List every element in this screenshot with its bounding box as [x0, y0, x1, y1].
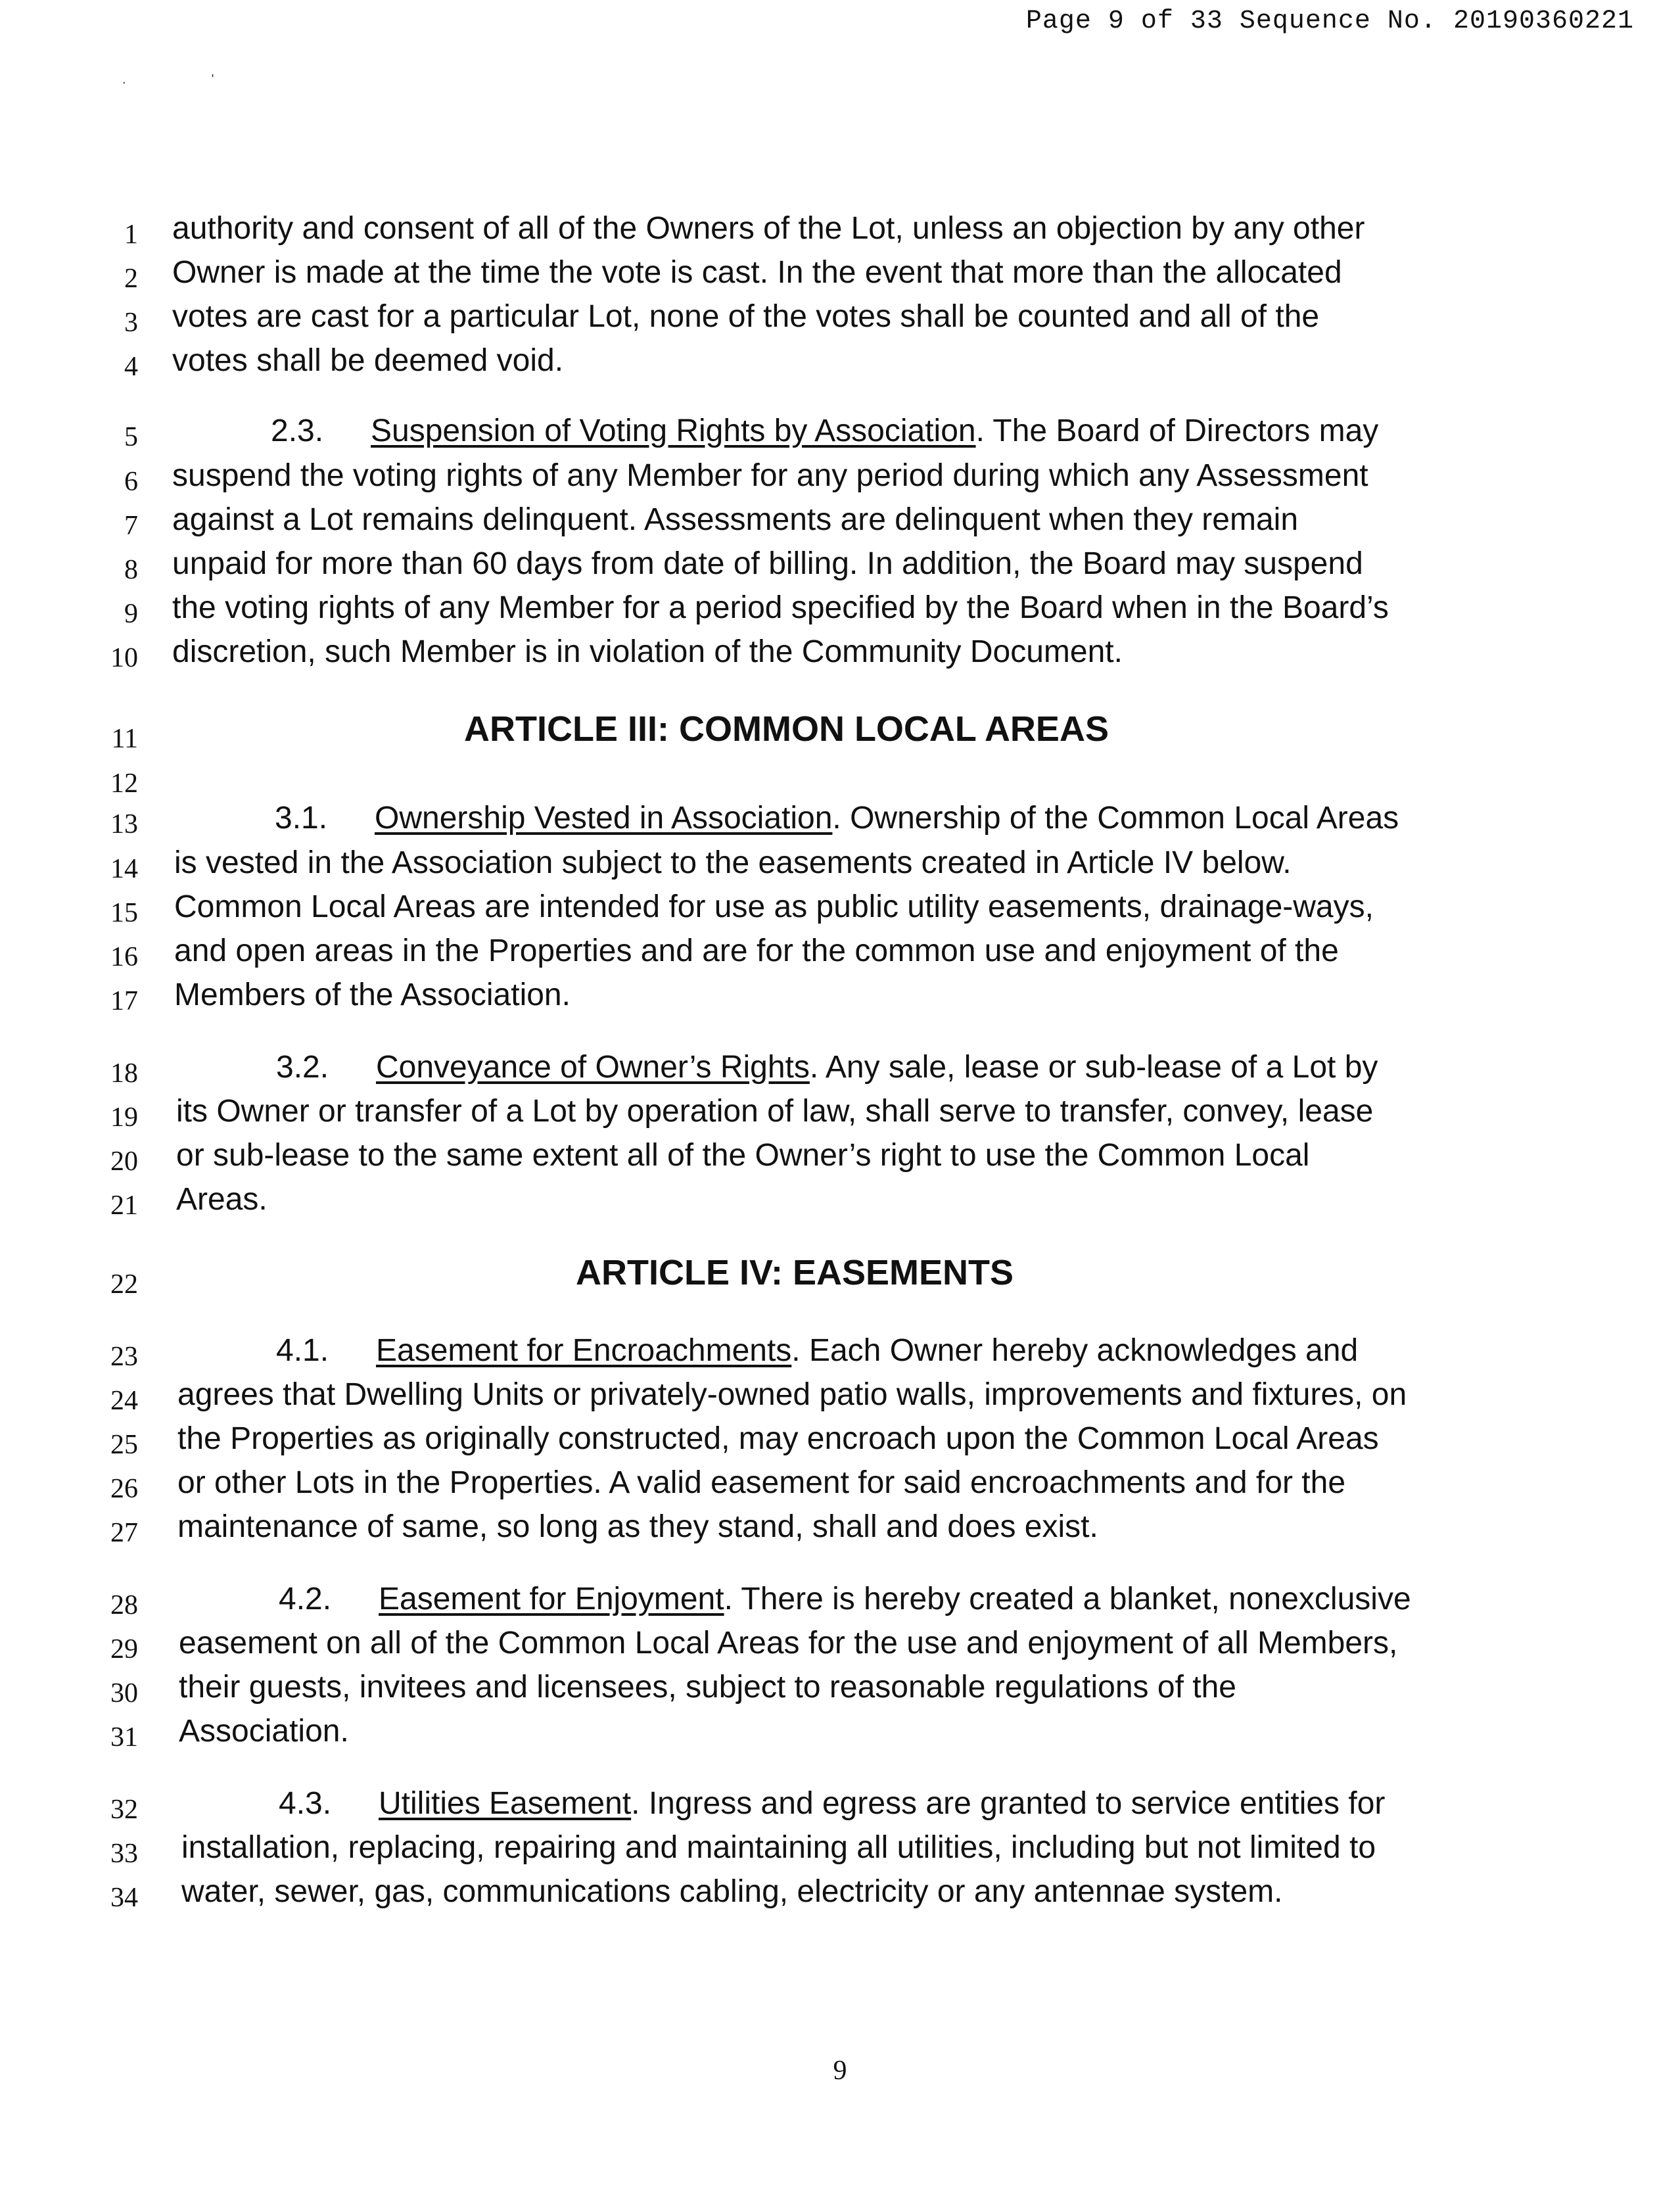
section-text: . The Board of Directors may	[975, 413, 1379, 448]
text-line: agrees that Dwelling Units or privately-owned patio walls, improvements and fixtures, on	[177, 1377, 1407, 1412]
text-line: suspend the voting rights of any Member for any period during which any Assessment	[172, 458, 1368, 493]
text-line: the Properties as originally constructed, may encroach upon the Common Local Areas	[177, 1421, 1379, 1456]
line-number: 21	[110, 1190, 138, 1221]
text-line: maintenance of same, so long as they stand, shall and does exist.	[177, 1509, 1098, 1544]
line-number: 32	[110, 1795, 138, 1825]
line-number: 29	[110, 1634, 138, 1664]
line-number: 7	[124, 511, 138, 541]
line-number: 2	[124, 264, 138, 294]
section-first-line	[276, 1331, 1358, 1371]
section-number: 4.3.	[279, 1786, 332, 1821]
section-first-line	[276, 1048, 1378, 1087]
line-number: 13	[110, 809, 138, 839]
text-line: easement on all of the Common Local Areas for the use and enjoyment of all Members,	[179, 1626, 1398, 1661]
line-number: 17	[110, 986, 138, 1016]
line-number: 25	[110, 1430, 138, 1460]
line-number: 22	[110, 1269, 138, 1300]
text-line: Association.	[179, 1714, 349, 1749]
section-first-line	[279, 1580, 1411, 1619]
line-number: 11	[111, 724, 138, 754]
section-number: 3.1.	[275, 801, 328, 836]
line-number: 24	[110, 1386, 138, 1416]
line-number: 1	[124, 220, 138, 250]
section-first-line	[271, 412, 1378, 451]
text-line: votes are cast for a particular Lot, none of the votes shall be counted and all of the	[172, 299, 1320, 334]
text-line: votes shall be deemed void.	[172, 343, 564, 378]
section-text: . Ownership of the Common Local Areas	[832, 801, 1399, 836]
text-line: Members of the Association.	[174, 978, 571, 1012]
section-title: Conveyance of Owner’s Rights	[376, 1050, 810, 1085]
section-title: Utilities Easement	[379, 1786, 632, 1821]
line-number: 18	[110, 1058, 138, 1089]
line-number: 20	[110, 1146, 138, 1177]
text-line: Areas.	[176, 1182, 268, 1217]
text-line: or other Lots in the Properties. A valid easement for said encroachments and for the	[177, 1465, 1346, 1500]
section-text: . There is hereby created a blanket, nonexclusive	[724, 1582, 1411, 1616]
text-line: Owner is made at the time the vote is cast. In the event that more than the allocated	[172, 255, 1342, 290]
line-number: 3	[124, 308, 138, 338]
line-number: 30	[110, 1678, 138, 1708]
scan-specks	[122, 72, 299, 87]
line-number: 27	[110, 1518, 138, 1548]
text-line: the voting rights of any Member for a period specified by the Board when in the Board’s	[172, 590, 1389, 625]
line-number: 15	[110, 898, 138, 928]
text-line: or sub-lease to the same extent all of the Owner’s right to use the Common Local	[176, 1138, 1310, 1173]
line-number: 31	[110, 1722, 138, 1753]
text-line: authority and consent of all of the Owners of the Lot, unless an objection by any other	[172, 211, 1365, 246]
line-number: 4	[124, 352, 138, 382]
article-4-heading: ARTICLE IV: EASEMENTS	[576, 1253, 1014, 1292]
section-number: 4.2.	[279, 1582, 332, 1616]
scan-speck: '	[211, 72, 214, 87]
line-number: 9	[124, 599, 138, 629]
section-title: Ownership Vested in Association	[375, 801, 833, 836]
line-number: 8	[124, 555, 138, 585]
text-line: against a Lot remains delinquent. Assessments are delinquent when they remain	[172, 502, 1299, 537]
line-number: 14	[110, 854, 138, 884]
text-line: and open areas in the Properties and are for the common use and enjoyment of the	[174, 933, 1339, 968]
line-number: 10	[110, 643, 138, 673]
text-line: its Owner or transfer of a Lot by operation of law, shall serve to transfer, convey, lease	[176, 1094, 1374, 1129]
section-number: 3.2.	[276, 1050, 329, 1085]
section-number: 4.1.	[276, 1333, 329, 1368]
line-number: 12	[110, 768, 138, 799]
section-title: Easement for Encroachments	[376, 1333, 792, 1368]
section-first-line	[275, 799, 1399, 838]
section-title: Easement for Enjoyment	[379, 1582, 724, 1616]
text-line: water, sewer, gas, communications cabling, electricity or any antennae system.	[181, 1874, 1283, 1909]
section-first-line	[279, 1784, 1385, 1824]
section-number: 2.3.	[271, 413, 324, 448]
line-number: 34	[110, 1883, 138, 1913]
line-number: 26	[110, 1474, 138, 1504]
page-number: 9	[833, 2056, 847, 2086]
text-line: Common Local Areas are intended for use as public utility easements, drainage-ways,	[174, 889, 1374, 924]
line-number: 16	[110, 942, 138, 972]
line-number: 6	[124, 467, 138, 497]
page-header: Page 9 of 33 Sequence No. 20190360221	[1025, 7, 1634, 36]
line-number: 28	[110, 1590, 138, 1620]
article-3-heading: ARTICLE III: COMMON LOCAL AREAS	[464, 709, 1109, 749]
text-line: installation, replacing, repairing and maintaining all utilities, including but not limited to	[181, 1830, 1376, 1865]
text-line: discretion, such Member is in violation of the Community Document.	[172, 634, 1123, 669]
line-number: 33	[110, 1839, 138, 1869]
section-text: . Ingress and egress are granted to service entities for	[631, 1786, 1386, 1821]
line-number: 23	[110, 1342, 138, 1372]
section-text: . Each Owner hereby acknowledges and	[791, 1333, 1359, 1368]
section-title: Suspension of Voting Rights by Association	[371, 413, 976, 448]
text-line: is vested in the Association subject to the easements created in Article IV below.	[174, 845, 1292, 880]
text-line: their guests, invitees and licensees, subject to reasonable regulations of the	[179, 1670, 1236, 1705]
scan-speck: .	[122, 72, 126, 87]
line-number: 19	[110, 1102, 138, 1133]
text-line: unpaid for more than 60 days from date of billing. In addition, the Board may suspend	[172, 546, 1363, 581]
section-text: . Any sale, lease or sub-lease of a Lot by	[809, 1050, 1378, 1085]
line-number: 5	[124, 422, 138, 452]
